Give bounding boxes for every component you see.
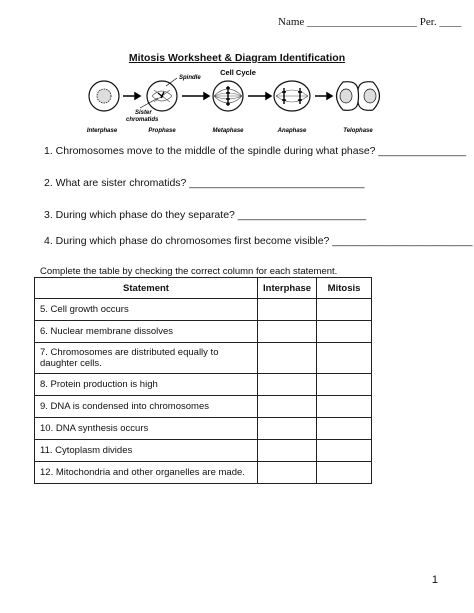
statement-cell: 10. DNA synthesis occurs bbox=[35, 418, 258, 440]
table-row bbox=[35, 440, 372, 462]
statement-cell: 11. Cytoplasm divides bbox=[35, 440, 258, 462]
table-row bbox=[35, 462, 372, 484]
metaphase-label: Metaphase bbox=[212, 128, 244, 134]
metaphase-cell bbox=[213, 81, 243, 111]
phase-table bbox=[34, 277, 372, 484]
statement-cell: 6. Nuclear membrane dissolves bbox=[35, 321, 258, 343]
mitosis-header: Mitosis bbox=[317, 278, 372, 299]
mitosis-checkbox[interactable] bbox=[317, 462, 372, 484]
interphase-checkbox[interactable] bbox=[258, 299, 317, 321]
table-instruction: Complete the table by checking the correct column for each statement. bbox=[40, 266, 338, 277]
chromatids-label: chromatids bbox=[126, 117, 159, 123]
period-blank[interactable]: ____ bbox=[439, 16, 462, 28]
interphase-checkbox[interactable] bbox=[258, 462, 317, 484]
question-1[interactable]: 1. Chromosomes move to the middle of the spindle during what phase? _______________ bbox=[44, 145, 467, 157]
table-row bbox=[35, 321, 372, 343]
sister-label: Sister bbox=[135, 110, 152, 116]
interphase-cell bbox=[89, 81, 119, 111]
name-blank[interactable]: ____________________ bbox=[307, 16, 418, 28]
telophase-label: Telophase bbox=[343, 128, 373, 134]
mitosis-checkbox[interactable] bbox=[317, 418, 372, 440]
interphase-header: Interphase bbox=[258, 278, 317, 299]
table-row bbox=[35, 418, 372, 440]
anaphase-label: Anaphase bbox=[277, 128, 307, 134]
name-label: Name bbox=[278, 16, 305, 28]
interphase-checkbox[interactable] bbox=[258, 440, 317, 462]
name-period-line bbox=[278, 16, 461, 28]
mitosis-checkbox[interactable] bbox=[317, 440, 372, 462]
interphase-label: Interphase bbox=[86, 128, 118, 134]
mitosis-checkbox[interactable] bbox=[317, 396, 372, 418]
statement-header: Statement bbox=[35, 278, 258, 299]
question-4[interactable]: 4. During which phase do chromosomes first become visible? ________________________ bbox=[44, 235, 473, 247]
statement-cell: 5. Cell growth occurs bbox=[35, 299, 258, 321]
statement-cell: 9. DNA is condensed into chromosomes bbox=[35, 396, 258, 418]
cell-cycle-diagram bbox=[80, 66, 400, 138]
statement-cell: 8. Protein production is high bbox=[35, 374, 258, 396]
prophase-label: Prophase bbox=[148, 128, 176, 134]
question-3[interactable]: 3. During which phase do they separate? ______________________ bbox=[44, 209, 367, 221]
interphase-checkbox[interactable] bbox=[258, 321, 317, 343]
page-number: 1 bbox=[431, 574, 438, 586]
interphase-checkbox[interactable] bbox=[258, 396, 317, 418]
question-2[interactable]: 2. What are sister chromatids? ______________________________ bbox=[44, 177, 365, 189]
statement-cell: 7. Chromosomes are distributed equally to daughter cells. bbox=[35, 343, 258, 374]
table-row bbox=[35, 396, 372, 418]
table-header-row bbox=[35, 278, 372, 299]
table-row bbox=[35, 374, 372, 396]
spindle-label: Spindle bbox=[179, 75, 201, 81]
interphase-checkbox[interactable] bbox=[258, 343, 317, 374]
statement-cell: 12. Mitochondria and other organelles are made. bbox=[35, 462, 258, 484]
interphase-checkbox[interactable] bbox=[258, 374, 317, 396]
period-label: Per. bbox=[419, 16, 437, 28]
worksheet-title: Mitosis Worksheet & Diagram Identification bbox=[128, 52, 346, 64]
mitosis-checkbox[interactable] bbox=[317, 343, 372, 374]
cell-cycle-heading: Cell Cycle bbox=[220, 68, 256, 77]
table-row bbox=[35, 343, 372, 374]
table-row bbox=[35, 299, 372, 321]
telophase-cell bbox=[337, 82, 380, 111]
anaphase-cell bbox=[274, 81, 310, 111]
mitosis-checkbox[interactable] bbox=[317, 374, 372, 396]
prophase-cell bbox=[147, 81, 177, 111]
mitosis-checkbox[interactable] bbox=[317, 299, 372, 321]
mitosis-checkbox[interactable] bbox=[317, 321, 372, 343]
interphase-checkbox[interactable] bbox=[258, 418, 317, 440]
